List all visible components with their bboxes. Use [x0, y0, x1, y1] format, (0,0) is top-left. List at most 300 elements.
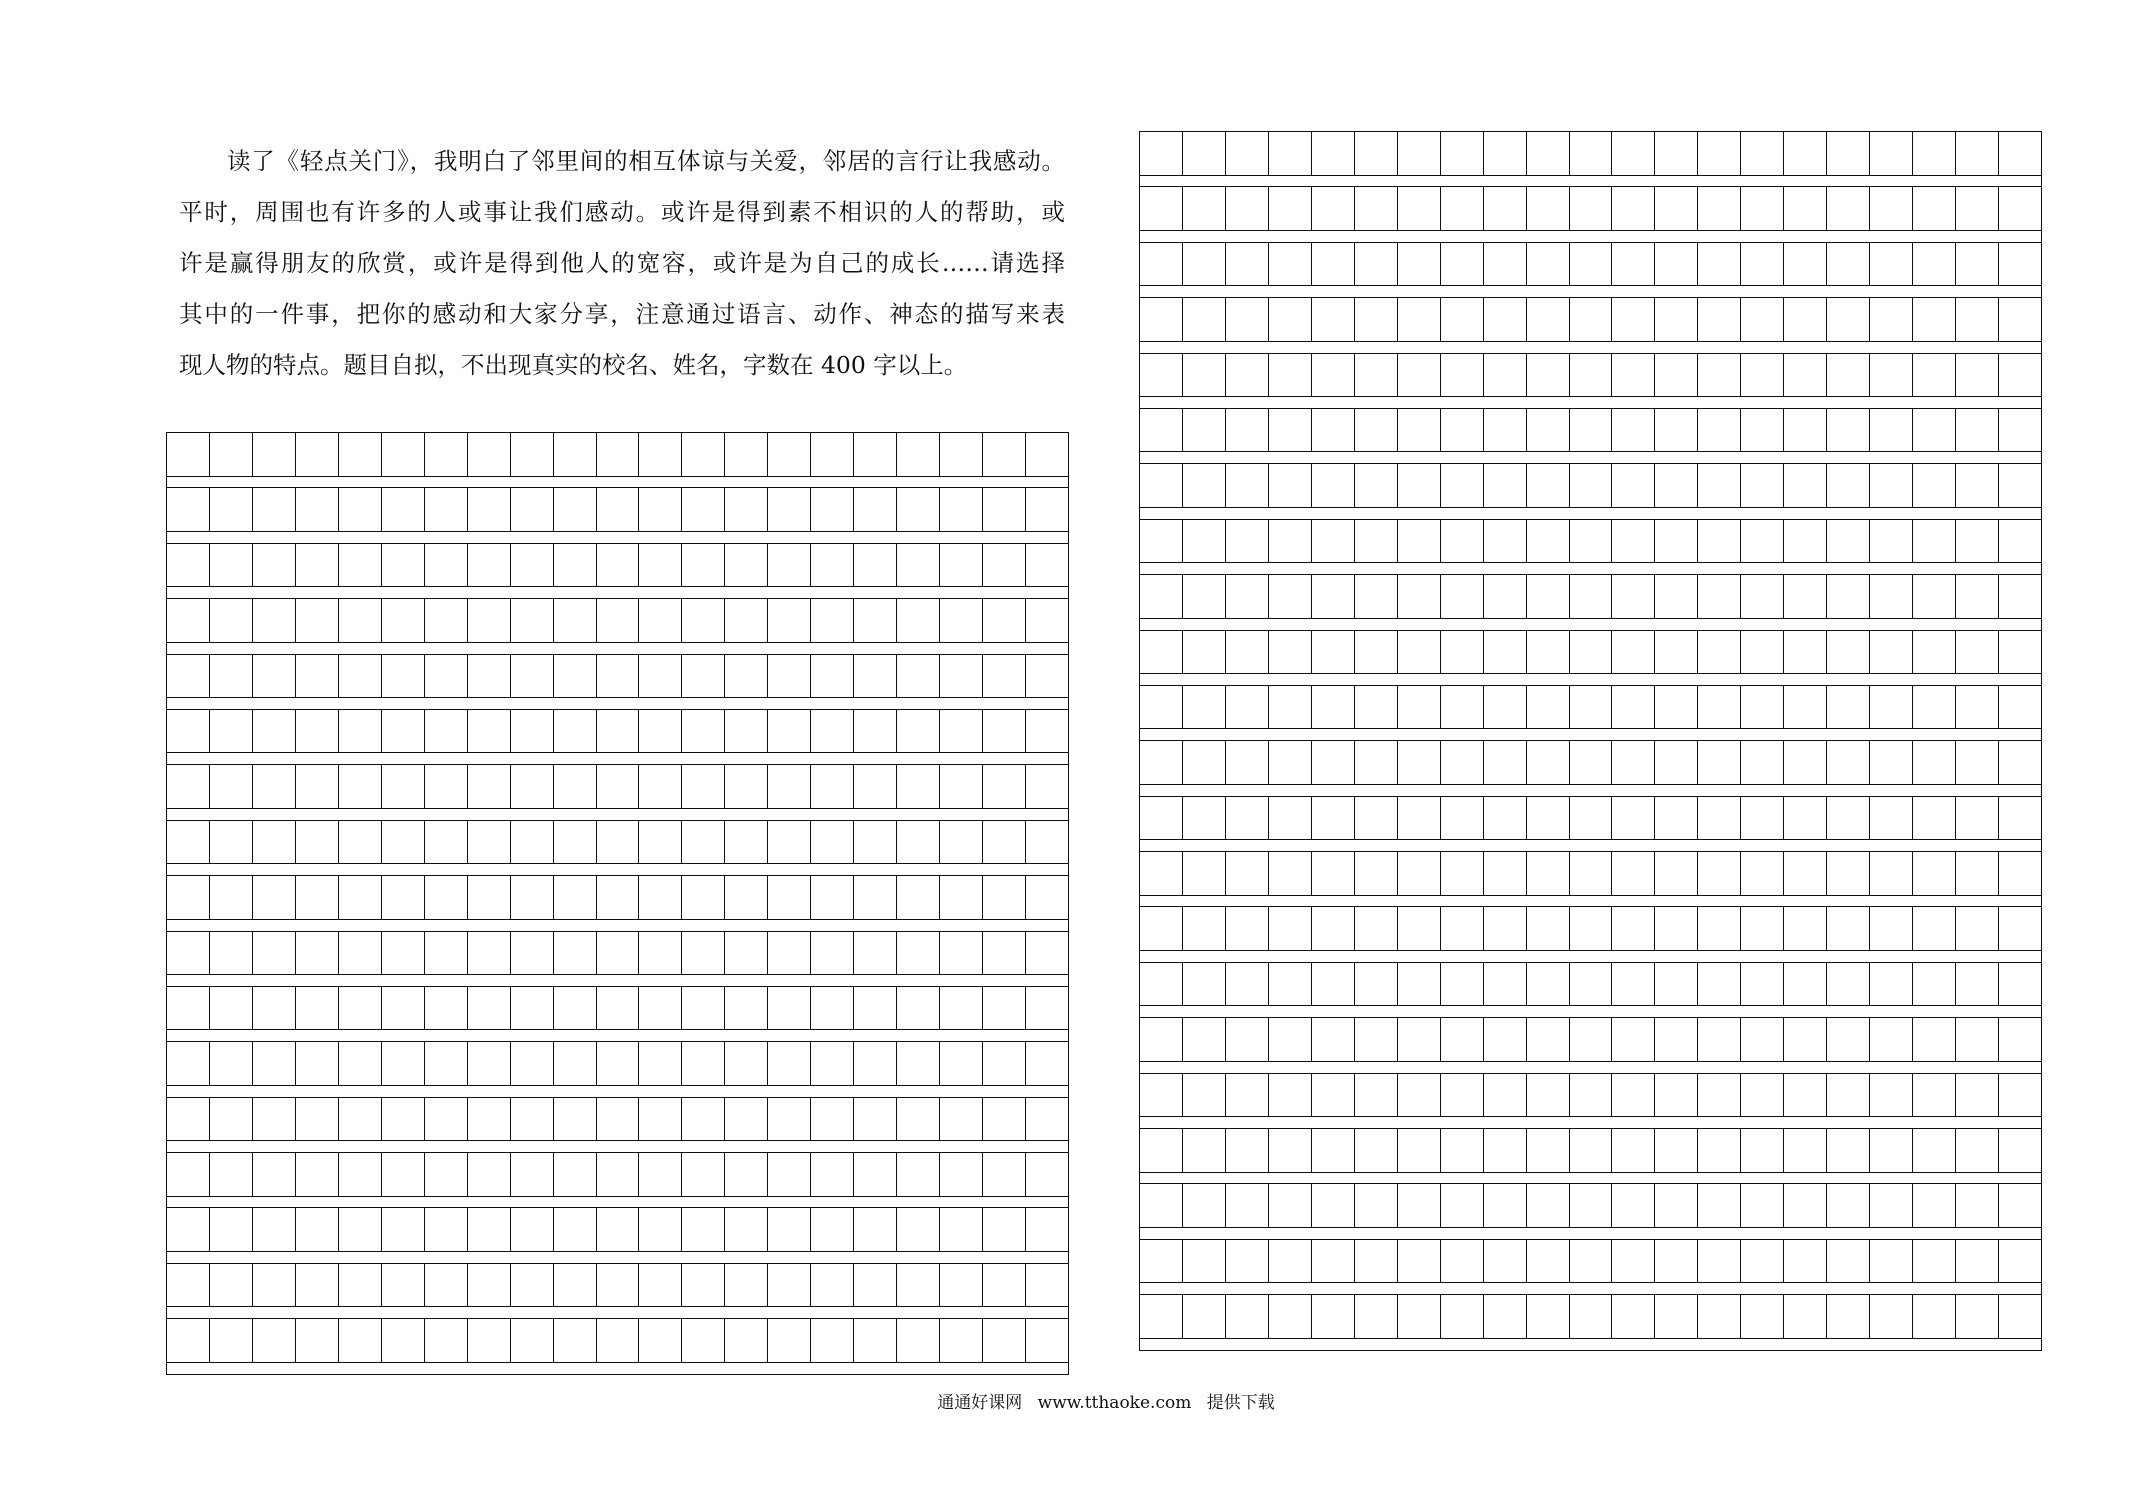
- grid-cell: [1698, 298, 1741, 341]
- grid-cell: [725, 433, 768, 476]
- grid-cell: [167, 1319, 210, 1362]
- grid-cell: [554, 987, 597, 1030]
- grid-cell: [1870, 132, 1913, 175]
- grid-cell: [1655, 575, 1698, 618]
- grid-cell: [253, 876, 296, 919]
- grid-cell: [1870, 1129, 1913, 1172]
- grid-cell: [1226, 520, 1269, 563]
- grid-cell: [1570, 464, 1613, 507]
- grid-cell: [382, 1264, 425, 1307]
- grid-cell: [253, 932, 296, 975]
- grid-cell: [1183, 1074, 1226, 1117]
- grid-cell: [1655, 132, 1698, 175]
- grid-cell: [1441, 852, 1484, 895]
- grid-cell: [1999, 631, 2041, 674]
- grid-cell: [1355, 1295, 1398, 1338]
- grid-cell: [253, 1208, 296, 1251]
- grid-cell: [1312, 575, 1355, 618]
- grid-cell: [1827, 1074, 1870, 1117]
- grid-cell: [1999, 907, 2041, 950]
- grid-cell: [1312, 132, 1355, 175]
- grid-cell: [1956, 797, 1999, 840]
- grid-cell: [1827, 520, 1870, 563]
- grid-cell: [167, 710, 210, 753]
- grid-cell: [597, 1042, 640, 1085]
- grid-cell: [554, 710, 597, 753]
- grid-cell: [511, 987, 554, 1030]
- grid-cell: [1355, 1240, 1398, 1283]
- grid-cell: [296, 599, 339, 642]
- grid-cell: [167, 655, 210, 698]
- grid-cell: [1698, 741, 1741, 784]
- grid-cell: [296, 433, 339, 476]
- grid-cell: [554, 1098, 597, 1141]
- grid-cell: [1398, 409, 1441, 452]
- grid-cell: [1140, 187, 1183, 230]
- grid-cell: [1441, 464, 1484, 507]
- grid-cell: [382, 1153, 425, 1196]
- grid-cell: [1870, 1074, 1913, 1117]
- grid-cells: [1140, 741, 2041, 785]
- grid-cell: [1398, 741, 1441, 784]
- grid-cell: [1140, 1184, 1183, 1227]
- grid-cell: [983, 544, 1026, 587]
- grid-cell: [1741, 852, 1784, 895]
- grid-cell: [897, 932, 940, 975]
- grid-cell: [296, 765, 339, 808]
- grid-cell: [468, 1153, 511, 1196]
- grid-cell: [1183, 852, 1226, 895]
- grid-cell: [1956, 1129, 1999, 1172]
- grid-cell: [1784, 686, 1827, 729]
- grid-cell: [253, 710, 296, 753]
- grid-cell: [940, 1098, 983, 1141]
- grid-cell: [253, 544, 296, 587]
- grid-cell: [811, 821, 854, 864]
- grid-cell: [1026, 1264, 1068, 1307]
- grid-cell: [1527, 852, 1570, 895]
- grid-cell: [940, 433, 983, 476]
- grid-cell: [1655, 907, 1698, 950]
- grid-cell: [1484, 907, 1527, 950]
- grid-cell: [1140, 298, 1183, 341]
- grid-cell: [768, 1098, 811, 1141]
- grid-cell: [554, 876, 597, 919]
- grid-cell: [1612, 132, 1655, 175]
- grid-cell: [382, 655, 425, 698]
- grid-cell: [811, 655, 854, 698]
- grid-cell: [854, 821, 897, 864]
- grid-cell: [682, 765, 725, 808]
- grid-cell: [1956, 686, 1999, 729]
- grid-cell: [1999, 1184, 2041, 1227]
- grid-cell: [1827, 1129, 1870, 1172]
- grid-cell: [1956, 1240, 1999, 1283]
- grid-cell: [1570, 1295, 1613, 1338]
- grid-cell: [1741, 631, 1784, 674]
- grid-cell: [1870, 187, 1913, 230]
- grid-cell: [768, 488, 811, 531]
- grid-cell: [1484, 187, 1527, 230]
- grid-cell: [1570, 409, 1613, 452]
- grid-cell: [296, 488, 339, 531]
- grid-cell: [1026, 765, 1068, 808]
- grid-cell: [1527, 741, 1570, 784]
- grid-cell: [1355, 575, 1398, 618]
- grid-row: [167, 543, 1068, 598]
- grid-cell: [1140, 1018, 1183, 1061]
- grid-cell: [1269, 797, 1312, 840]
- grid-cell: [1784, 852, 1827, 895]
- grid-cell: [639, 1208, 682, 1251]
- grid-cell: [1226, 1074, 1269, 1117]
- grid-cell: [1355, 409, 1398, 452]
- grid-cell: [554, 1264, 597, 1307]
- grid-cell: [1398, 354, 1441, 397]
- grid-cell: [1784, 354, 1827, 397]
- grid-cell: [1741, 575, 1784, 618]
- grid-cell: [639, 433, 682, 476]
- grid-cell: [1913, 187, 1956, 230]
- grid-cell: [725, 488, 768, 531]
- grid-cell: [1913, 1074, 1956, 1117]
- grid-cell: [1355, 243, 1398, 286]
- grid-cell: [296, 1153, 339, 1196]
- grid-cell: [1269, 1018, 1312, 1061]
- grid-cell: [1226, 354, 1269, 397]
- grid-cell: [1484, 132, 1527, 175]
- grid-cell: [1312, 354, 1355, 397]
- grid-cell: [1913, 354, 1956, 397]
- grid-cell: [1913, 520, 1956, 563]
- grid-cell: [1183, 963, 1226, 1006]
- grid-cell: [1140, 520, 1183, 563]
- grid-cell: [1612, 963, 1655, 1006]
- grid-cell: [1741, 1018, 1784, 1061]
- grid-cell: [1655, 298, 1698, 341]
- grid-cell: [1698, 631, 1741, 674]
- grid-cell: [1827, 852, 1870, 895]
- grid-cell: [639, 655, 682, 698]
- grid-cell: [1140, 409, 1183, 452]
- grid-cell: [296, 987, 339, 1030]
- grid-cell: [339, 1208, 382, 1251]
- grid-cell: [1441, 1018, 1484, 1061]
- grid-row: [167, 1041, 1068, 1096]
- grid-cell: [1655, 409, 1698, 452]
- grid-cell: [296, 1208, 339, 1251]
- grid-cell: [897, 433, 940, 476]
- grid-cell: [1398, 686, 1441, 729]
- grid-cell: [1026, 1208, 1068, 1251]
- grid-cell: [1183, 464, 1226, 507]
- grid-cell: [1269, 1295, 1312, 1338]
- grid-cell: [339, 1153, 382, 1196]
- grid-cell: [725, 710, 768, 753]
- grid-cells: [167, 1042, 1068, 1086]
- grid-cell: [468, 710, 511, 753]
- grid-cell: [339, 544, 382, 587]
- grid-cell: [725, 876, 768, 919]
- grid-cell: [1570, 354, 1613, 397]
- grid-cell: [1698, 1184, 1741, 1227]
- grid-cell: [983, 876, 1026, 919]
- grid-cells: [1140, 1184, 2041, 1228]
- grid-cell: [639, 1098, 682, 1141]
- grid-cell: [425, 655, 468, 698]
- grid-cell: [1312, 631, 1355, 674]
- grid-cell: [511, 821, 554, 864]
- grid-cell: [554, 599, 597, 642]
- grid-cell: [253, 821, 296, 864]
- grid-cell: [253, 765, 296, 808]
- grid-cell: [1484, 852, 1527, 895]
- grid-cells: [1140, 243, 2041, 287]
- grid-cell: [1956, 132, 1999, 175]
- grid-cell: [854, 987, 897, 1030]
- grid-cell: [296, 544, 339, 587]
- grid-cell: [1269, 298, 1312, 341]
- grid-cell: [210, 655, 253, 698]
- grid-cell: [1655, 520, 1698, 563]
- grid-cell: [639, 544, 682, 587]
- grid-row: [1140, 408, 2041, 463]
- grid-cell: [1527, 520, 1570, 563]
- grid-cell: [1183, 187, 1226, 230]
- grid-cell: [1527, 686, 1570, 729]
- grid-cell: [1269, 132, 1312, 175]
- grid-cell: [1441, 132, 1484, 175]
- grid-cell: [1312, 686, 1355, 729]
- grid-cells: [167, 932, 1068, 976]
- grid-cell: [382, 1042, 425, 1085]
- grid-row: [1140, 851, 2041, 906]
- grid-row: [1140, 1294, 2041, 1349]
- grid-cell: [1441, 1240, 1484, 1283]
- grid-cell: [1870, 852, 1913, 895]
- grid-cell: [468, 655, 511, 698]
- grid-cell: [1570, 520, 1613, 563]
- grid-cell: [725, 1264, 768, 1307]
- grid-cell: [682, 987, 725, 1030]
- grid-cell: [597, 710, 640, 753]
- grid-cell: [1655, 1295, 1698, 1338]
- grid-cell: [597, 655, 640, 698]
- grid-cell: [725, 544, 768, 587]
- grid-cell: [1312, 797, 1355, 840]
- grid-cell: [511, 1042, 554, 1085]
- grid-cell: [639, 1042, 682, 1085]
- grid-cell: [1355, 852, 1398, 895]
- grid-cell: [1441, 298, 1484, 341]
- grid-cell: [811, 876, 854, 919]
- grid-cell: [382, 765, 425, 808]
- grid-cell: [1913, 1295, 1956, 1338]
- grid-cell: [167, 765, 210, 808]
- grid-cell: [983, 932, 1026, 975]
- grid-cell: [1441, 1074, 1484, 1117]
- grid-cell: [940, 544, 983, 587]
- grid-cell: [1226, 575, 1269, 618]
- grid-cells: [1140, 520, 2041, 564]
- grid-cell: [1999, 741, 2041, 784]
- grid-cell: [1999, 1074, 2041, 1117]
- grid-cell: [639, 1319, 682, 1362]
- grid-cell: [1355, 464, 1398, 507]
- grid-cell: [382, 433, 425, 476]
- grid-cell: [253, 1319, 296, 1362]
- grid-cell: [811, 1264, 854, 1307]
- grid-cell: [1312, 298, 1355, 341]
- grid-cell: [1570, 797, 1613, 840]
- grid-cell: [1570, 907, 1613, 950]
- grid-cell: [682, 1319, 725, 1362]
- grid-cell: [210, 488, 253, 531]
- grid-cells: [167, 765, 1068, 809]
- grid-cell: [811, 544, 854, 587]
- grid-row: [167, 709, 1068, 764]
- grid-cells: [1140, 354, 2041, 398]
- grid-cell: [1484, 520, 1527, 563]
- prompt-line: 读了《轻点关门》，我明白了邻里间的相互体谅与关爱，邻居的言行让我感动。: [227, 147, 1065, 175]
- grid-cell: [1355, 298, 1398, 341]
- grid-cell: [768, 544, 811, 587]
- grid-cell: [897, 1264, 940, 1307]
- grid-cell: [382, 1319, 425, 1362]
- grid-cell: [1441, 686, 1484, 729]
- grid-row: [167, 1318, 1068, 1373]
- grid-cell: [210, 932, 253, 975]
- grid-row: [167, 654, 1068, 709]
- grid-cell: [1612, 741, 1655, 784]
- grid-cell: [1226, 187, 1269, 230]
- grid-row: [167, 487, 1068, 542]
- grid-cell: [1913, 409, 1956, 452]
- grid-cell: [468, 987, 511, 1030]
- grid-cell: [210, 1319, 253, 1362]
- grid-cell: [1570, 1184, 1613, 1227]
- grid-cell: [1655, 1240, 1698, 1283]
- grid-cells: [1140, 409, 2041, 453]
- grid-cell: [1698, 187, 1741, 230]
- grid-cell: [1312, 1240, 1355, 1283]
- grid-cell: [1140, 797, 1183, 840]
- grid-cell: [1226, 907, 1269, 950]
- grid-cell: [1612, 464, 1655, 507]
- grid-cell: [425, 488, 468, 531]
- grid-cell: [811, 1153, 854, 1196]
- grid-cell: [339, 1098, 382, 1141]
- grid-cell: [983, 599, 1026, 642]
- writing-grid-left: [166, 432, 1069, 1375]
- grid-cell: [940, 821, 983, 864]
- grid-cell: [1913, 741, 1956, 784]
- grid-cell: [1140, 243, 1183, 286]
- grid-cell: [296, 1319, 339, 1362]
- grid-cell: [511, 655, 554, 698]
- grid-cell: [940, 765, 983, 808]
- grid-row: [167, 432, 1068, 487]
- grid-cell: [1398, 1184, 1441, 1227]
- grid-cell: [1226, 1295, 1269, 1338]
- grid-cell: [1026, 655, 1068, 698]
- grid-cell: [1527, 1074, 1570, 1117]
- grid-row: [167, 1152, 1068, 1207]
- grid-cell: [1226, 1018, 1269, 1061]
- grid-cell: [854, 1208, 897, 1251]
- grid-cell: [768, 1319, 811, 1362]
- grid-cell: [210, 821, 253, 864]
- grid-cell: [682, 433, 725, 476]
- grid-cell: [511, 488, 554, 531]
- grid-cell: [1827, 575, 1870, 618]
- grid-cell: [468, 544, 511, 587]
- grid-cell: [1698, 1129, 1741, 1172]
- grid-cell: [1398, 1240, 1441, 1283]
- grid-cell: [210, 1042, 253, 1085]
- grid-cell: [983, 433, 1026, 476]
- grid-cell: [768, 655, 811, 698]
- grid-cell: [1570, 298, 1613, 341]
- grid-cell: [425, 710, 468, 753]
- writing-grid-right: [1139, 131, 2042, 1351]
- grid-cell: [554, 544, 597, 587]
- grid-cell: [1269, 741, 1312, 784]
- grid-cell: [1484, 464, 1527, 507]
- grid-cell: [1355, 741, 1398, 784]
- grid-cell: [1312, 1295, 1355, 1338]
- grid-cell: [1827, 741, 1870, 784]
- grid-cell: [1698, 1240, 1741, 1283]
- grid-cell: [1870, 1240, 1913, 1283]
- grid-cell: [1484, 354, 1527, 397]
- grid-cell: [1398, 852, 1441, 895]
- grid-cell: [425, 932, 468, 975]
- grid-cell: [1956, 575, 1999, 618]
- grid-cell: [1355, 1129, 1398, 1172]
- grid-cell: [1827, 1018, 1870, 1061]
- grid-cell: [682, 876, 725, 919]
- grid-cell: [1741, 354, 1784, 397]
- grid-cell: [1570, 575, 1613, 618]
- grid-cell: [1484, 1074, 1527, 1117]
- grid-cell: [811, 1098, 854, 1141]
- grid-cell: [983, 987, 1026, 1030]
- grid-cell: [811, 1208, 854, 1251]
- grid-cell: [983, 1319, 1026, 1362]
- grid-cell: [382, 1098, 425, 1141]
- grid-cell: [296, 932, 339, 975]
- grid-cell: [1355, 963, 1398, 1006]
- grid-cell: [768, 1153, 811, 1196]
- grid-cell: [167, 1264, 210, 1307]
- grid-cell: [897, 1319, 940, 1362]
- grid-cell: [425, 821, 468, 864]
- grid-cells: [1140, 907, 2041, 951]
- grid-cell: [1140, 132, 1183, 175]
- grid-cells: [1140, 1295, 2041, 1339]
- grid-cell: [1913, 963, 1956, 1006]
- grid-cells: [1140, 1018, 2041, 1062]
- grid-cells: [167, 1208, 1068, 1252]
- grid-cell: [1870, 575, 1913, 618]
- grid-cell: [1183, 741, 1226, 784]
- grid-cell: [682, 599, 725, 642]
- grid-cell: [1484, 575, 1527, 618]
- grid-cell: [1612, 575, 1655, 618]
- grid-cell: [682, 488, 725, 531]
- grid-cell: [1441, 1129, 1484, 1172]
